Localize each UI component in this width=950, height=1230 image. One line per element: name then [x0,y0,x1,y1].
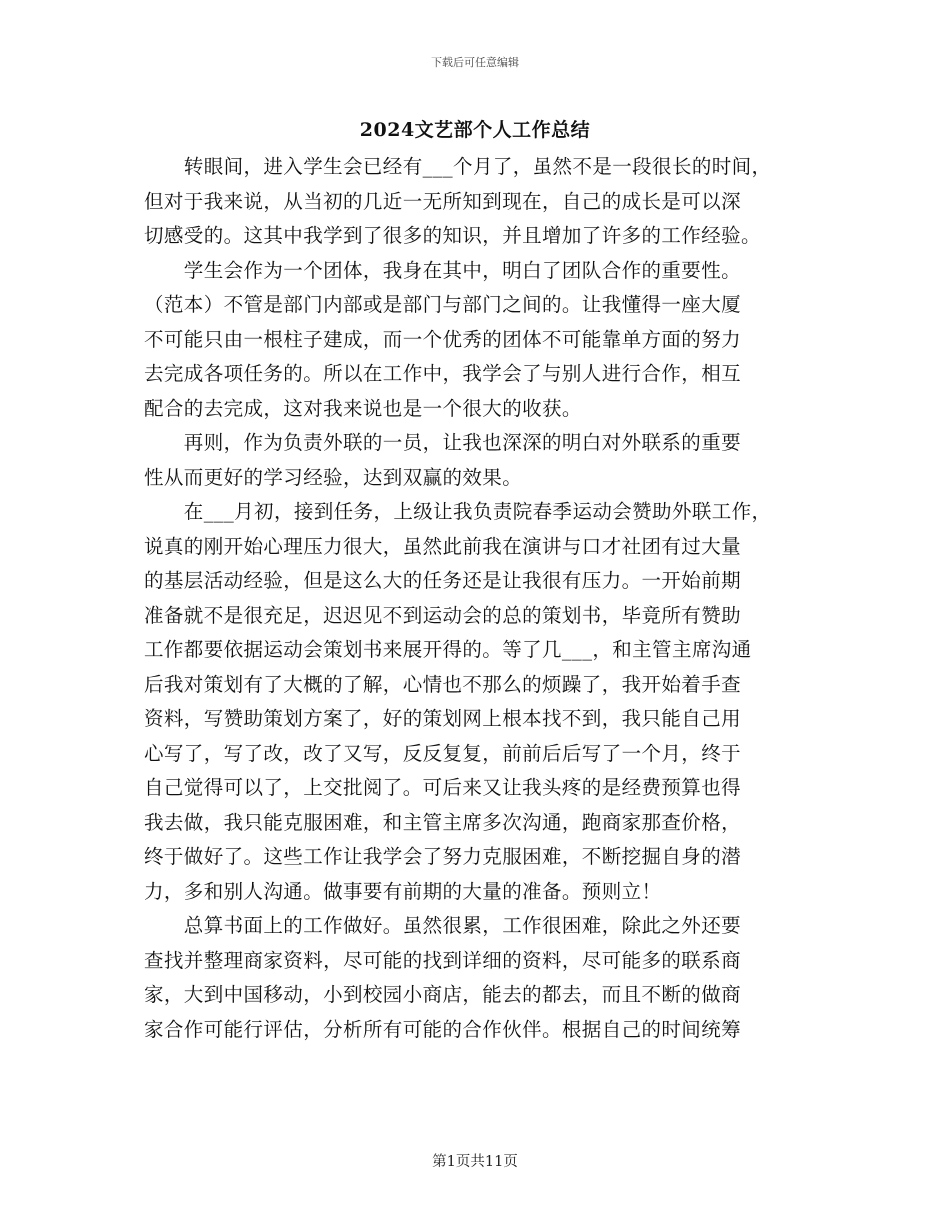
document-body [144,150,824,1047]
text-line: 但对于我来说，从当初的几近一无所知到现在，自己的成长是可以深 [144,189,742,213]
text-line: 我去做，我只能克服困难，和主管主席多次沟通，跑商家那查价格， [144,810,742,834]
text-line: 的基层活动经验，但是这么大的任务还是让我很有压力。一开始前期 [144,569,742,592]
text-line: 终于做好了。这些工作让我学会了努力克服困难，不断挖掘自身的潜 [144,845,742,868]
text-line: 自己觉得可以了，上交批阅了。可后来又让我头疼的是经费预算也得 [144,776,742,799]
text-line: 后我对策划有了大概的了解，心情也不那么的烦躁了，我开始着手查 [144,672,742,696]
text-line: 工作都要依据运动会策划书来展开得的。等了几___，和主管主席沟通 [144,638,752,661]
text-line: 再则，作为负责外联的一员，让我也深深的明白对外联系的重要 [144,431,742,454]
text-line: 配合的去完成，这对我来说也是一个很大的收获。 [144,396,582,420]
text-line: 性从而更好的学习经验，达到双赢的效果。 [144,465,523,489]
document-title: 2024文艺部个人工作总结 [359,119,591,141]
text-line: 力，多和别人沟通。做事要有前期的大量的准备。预则立！ [144,879,662,903]
text-line: 查找并整理商家资料，尽可能的找到详细的资料，尽可能多的联系商 [144,948,742,972]
text-line: 说真的刚开始心理压力很大，虽然此前我在演讲与口才社团有过大量 [144,534,742,558]
text-line: 总算书面上的工作做好。虽然很累，工作很困难，除此之外还要 [144,914,742,937]
text-line: 在___月初，接到任务，上级让我负责院春季运动会赞助外联工作， [144,500,772,523]
text-line: 学生会作为一个团体，我身在其中，明白了团队合作的重要性。 [144,258,742,282]
text-line: 心写了，写了改，改了又写，反反复复，前前后后写了一个月，终于 [144,741,742,765]
page-indicator: 第1页共11页 [432,1154,518,1170]
text-line: 资料，写赞助策划方案了，好的策划网上根本找不到，我只能自己用 [144,707,742,730]
text-line: （范本）不管是部门内部或是部门与部门之间的。让我懂得一座大厦 [144,293,742,316]
text-line: 去完成各项任务的。所以在工作中，我学会了与别人进行合作，相互 [144,362,742,385]
text-line: 转眼间，进入学生会已经有___个月了，虽然不是一段很长的时间， [144,155,772,178]
text-line: 家合作可能行评估，分析所有可能的合作伙伴。根据自己的时间统筹 [144,1017,742,1041]
text-line: 不可能只由一根柱子建成，而一个优秀的团体不可能靠单方面的努力 [144,327,742,351]
text-line: 准备就不是很充足，迟迟见不到运动会的总的策划书，毕竟所有赞助 [144,603,742,627]
text-line: 家，大到中国移动，小到校园小商店，能去的都去，而且不断的做商 [144,983,742,1006]
header-note: 下载后可任意编辑 [431,56,519,69]
text-line: 切感受的。这其中我学到了很多的知识，并且增加了许多的工作经验。 [144,224,761,247]
